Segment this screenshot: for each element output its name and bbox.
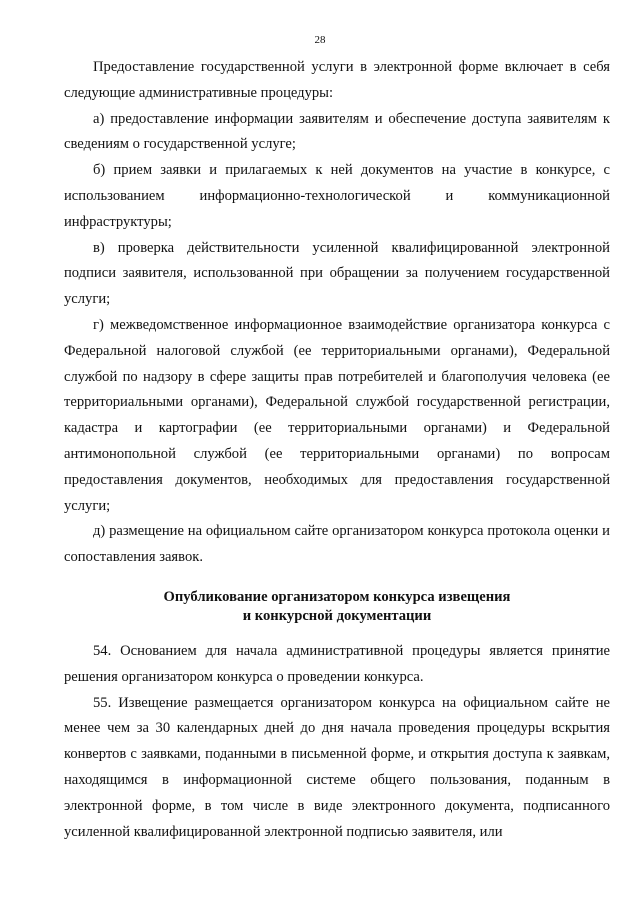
paragraph-item-d: д) размещение на официальном сайте организатором конкурса протокола оценки и сопоставления заявок. [64, 523, 610, 566]
paragraph-item-v: в) проверка действительности усиленной квалифицированной электронной подписи заявителя, использованной при обращении за получением государственной услуги; [64, 239, 610, 308]
paragraph-item-b: б) прием заявки и прилагаемых к ней документов на участие в конкурсе, с использованием информационно-технологической и коммуникационной инфраструктуры; [64, 162, 610, 230]
section-heading-line-2: и конкурсной документации [242, 607, 432, 624]
page-number: 28 [314, 34, 326, 46]
paragraph-item-a: а) предоставление информации заявителям и обеспечение доступа заявителям к сведениям о государственной услуге; [64, 110, 610, 153]
paragraph-item-g: г) межведомственное информационное взаимодействие организатора конкурса с Федеральной налоговой службой (ее территориальными органами), Федеральной службой по надзору в сфере защиты прав потребителей и благополучия человека (ее территориальными органами), Федеральной службой государственной регистрации, кадастра и картографии (ее территориальными органами) и Федеральной антимонопольной службой (ее территориальными органами) по вопросам предоставления документов, необходимых для предоставления государственной услуги; [64, 316, 610, 514]
document-body [64, 55, 610, 845]
paragraph-54: 54. Основанием для начала административной процедуры является принятие решения организатором конкурса о проведении конкурса. [64, 642, 610, 685]
section-heading-line-1: Опубликование организатором конкурса извещения [163, 588, 511, 605]
paragraph-intro: Предоставление государственной услуги в электронной форме включает в себя следующие административные процедуры: [64, 59, 610, 101]
section-heading [64, 588, 610, 626]
paragraph-55: 55. Извещение размещается организатором конкурса на официальном сайте не менее чем за 30 календарных дней до дня начала проведения процедуры вскрытия конвертов с заявками, поданными в письменной форме, и открытия доступа к заявкам, находящимся в информационной системе общего пользования, поданным в электронной форме, в том числе в виде электронного документа, подписанного усиленной квалифицированной электронной подписью заявителя, или [64, 694, 610, 840]
